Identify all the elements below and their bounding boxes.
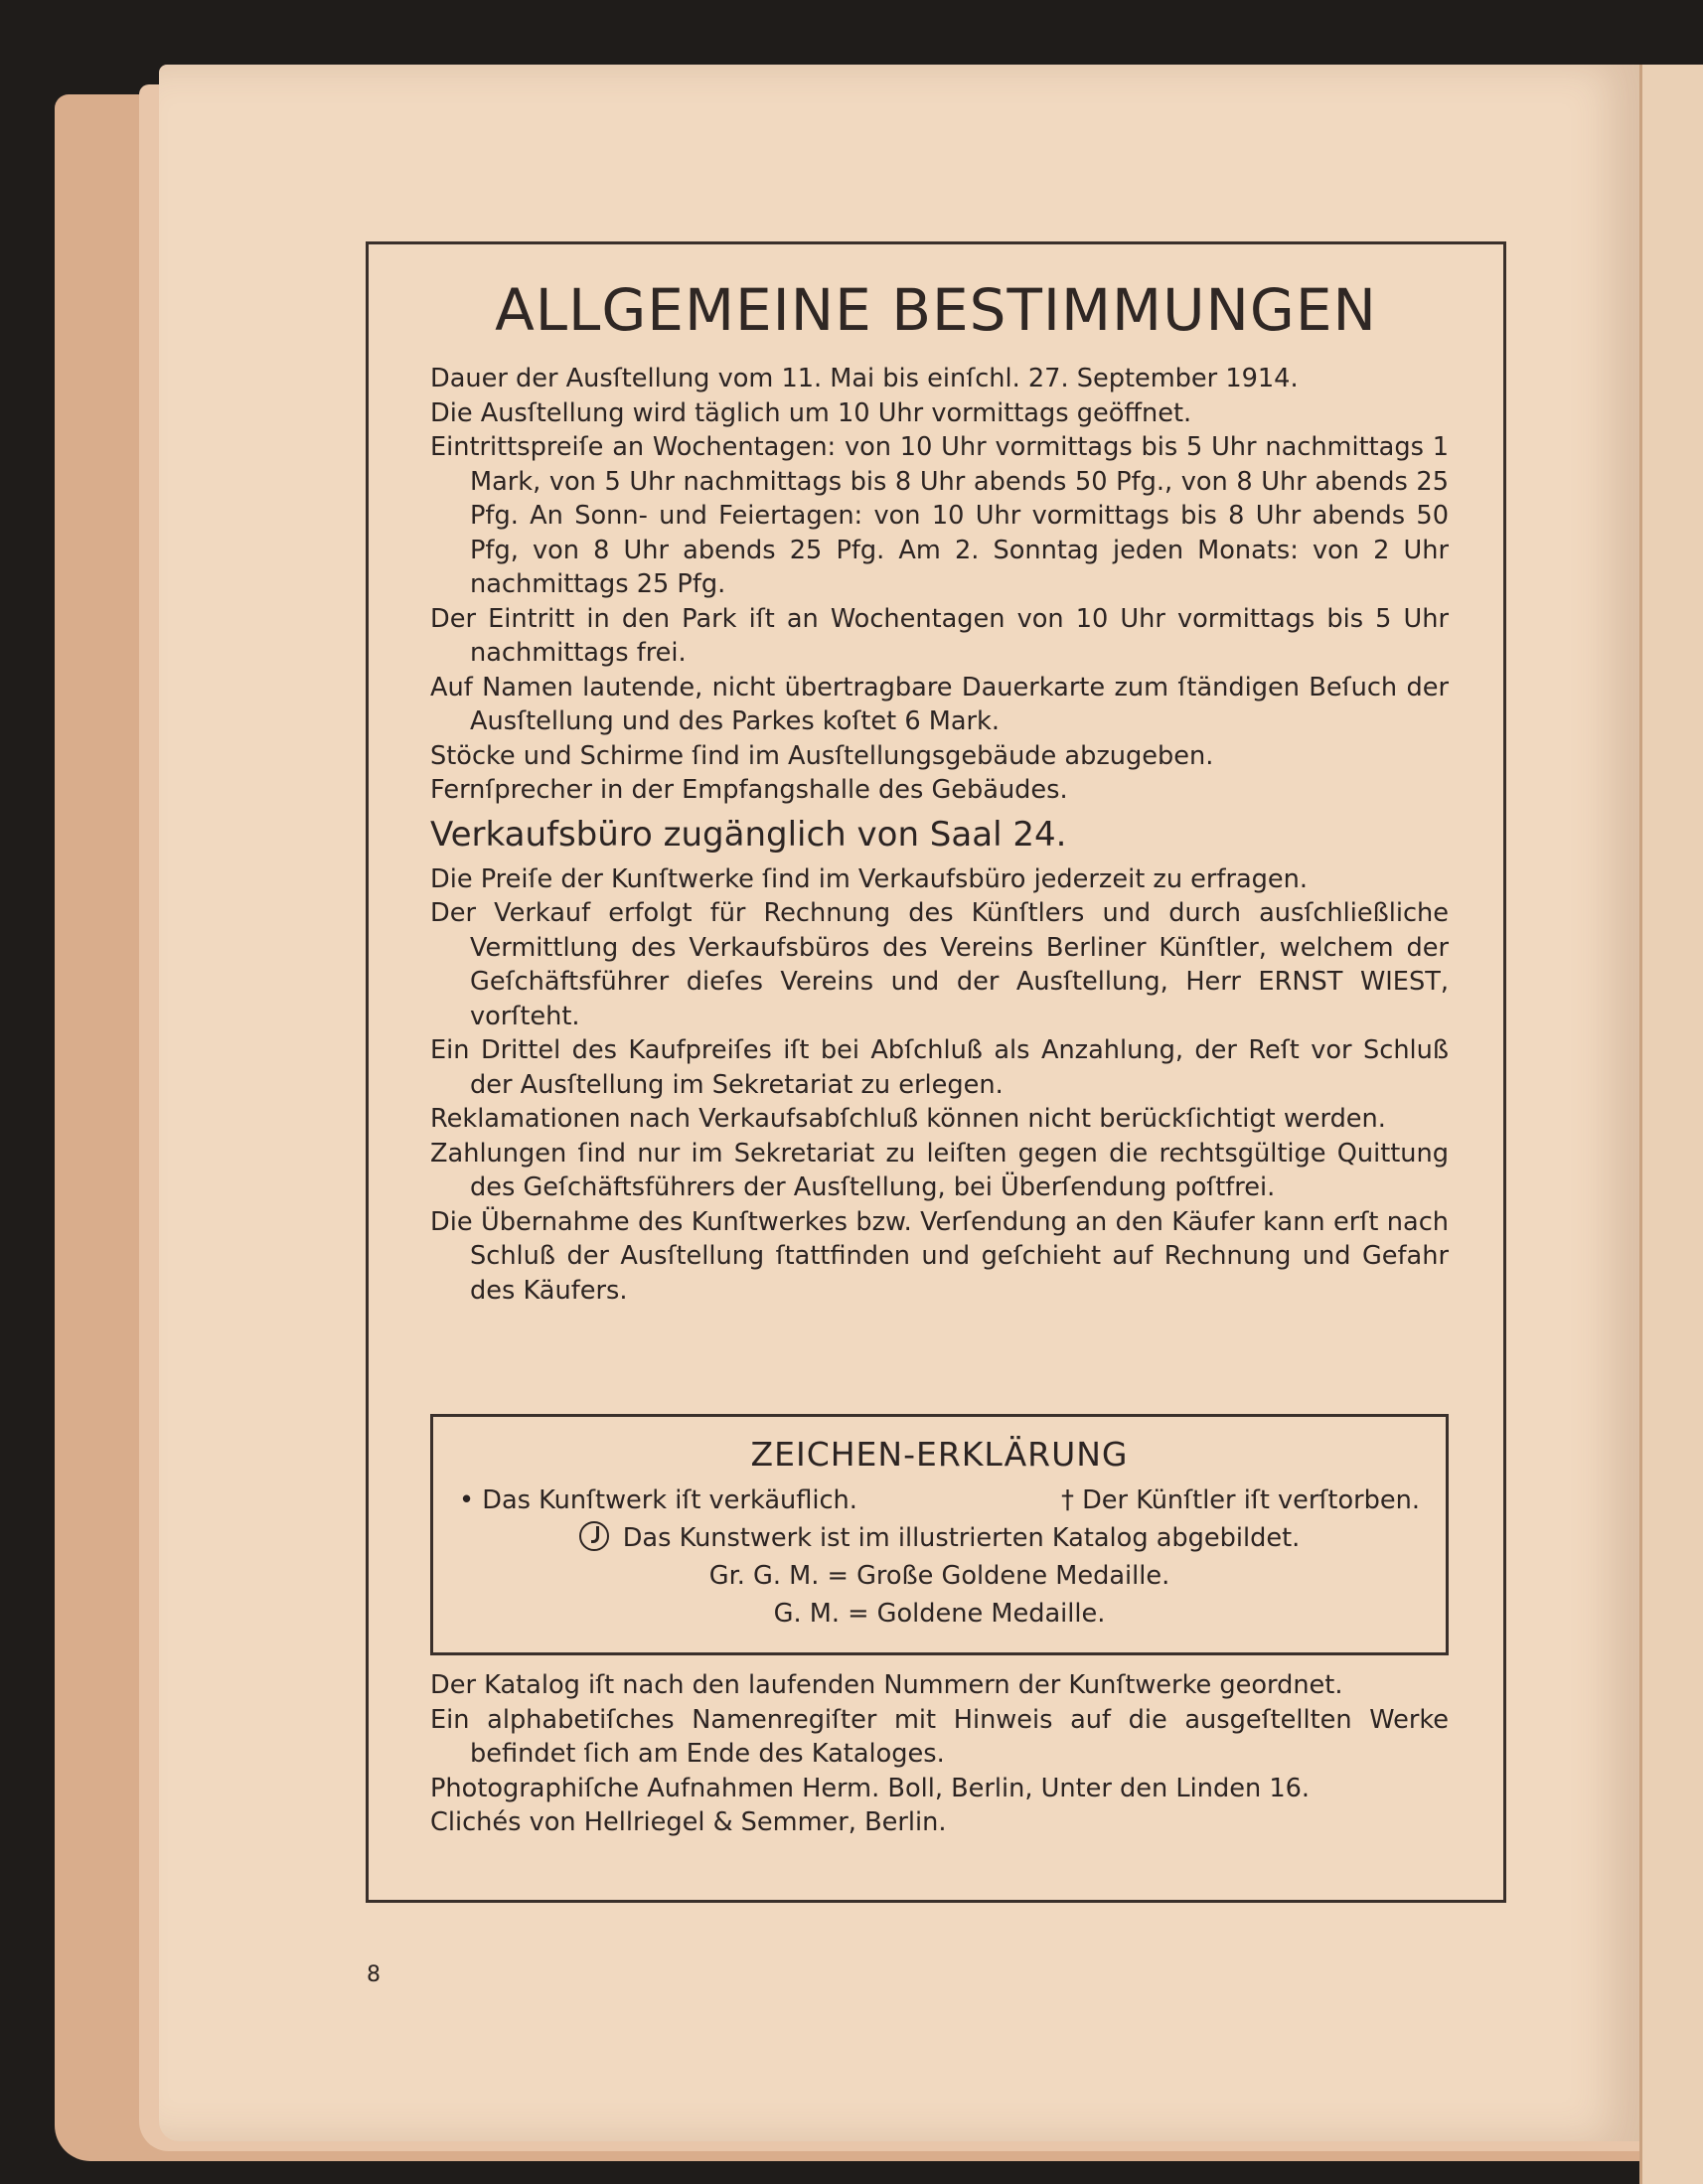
- rule-prices: Eintrittspreiſe an Wochentagen: von 10 Uhr vormittags bis 5 Uhr nachmittags 1 Mark, von 5 Uhr nachmittags bis 8 Uhr abends 50 Pfg., von 8 Uhr abends 25 Pfg. An Sonn- und Feiertagen: von 10 Uhr vormittags bis 8 Uhr abends 50 Pfg, von 8 Uhr abends 25 Pfg. Am 2. Sonntag jeden Monats: von 2 Uhr nachmittags 25 Pfg.: [430, 432, 1449, 599]
- legend-illustrated: Das Kunstwerk ist im illustrierten Katalog abgebildet.: [622, 1523, 1301, 1553]
- legend-box: [430, 1414, 1449, 1655]
- rule-season-ticket: Auf Namen lautende, nicht übertragbare Dauerkarte zum ſtändigen Beſuch der Ausſtellung und des Parkes koſtet 6 Mark.: [430, 672, 1449, 736]
- legend-row-illustrated: [433, 1519, 1446, 1557]
- sales-prices: Die Preiſe der Kunſtwerke ſind im Verkaufsbüro jederzeit zu erfragen.: [430, 863, 1309, 894]
- legend-gm: G. M. = Goldene Medaille.: [773, 1599, 1106, 1629]
- rule-opening: Die Ausſtellung wird täglich um 10 Uhr vormittags geöffnet.: [430, 397, 1192, 428]
- legend-title: ZEICHEN-ERKLÄRUNG: [750, 1435, 1129, 1474]
- sales-delivery: Die Übernahme des Kunſtwerkes bzw. Verſendung an den Käufer kann erſt nach Schluß der Ausſtellung ſtattfinden und geſchieht auf Rechnung und Gefahr des Käufers.: [430, 1206, 1449, 1306]
- note-photos: Photographiſche Aufnahmen Herm. Boll, Berlin, Unter den Linden 16.: [430, 1773, 1311, 1803]
- legend-gr-gm: Gr. G. M. = Große Goldene Medaille.: [708, 1561, 1170, 1591]
- sales-payments: Zahlungen ſind nur im Sekretariat zu leiſten gegen die rechtsgültige Quittung des Geſchäftsführers der Ausſtellung, bei Überſendung poſtfrei.: [430, 1138, 1449, 1202]
- note-cliches: Clichés von Hellriegel & Semmer, Berlin.: [430, 1807, 947, 1837]
- sales-deposit: Ein Drittel des Kaufpreiſes iſt bei Abſchluß als Anzahlung, der Reſt vor Schluß der Ausſtellung im Sekretariat zu erlegen.: [430, 1035, 1449, 1100]
- note-index: Ein alphabetiſches Namenregiſter mit Hinweis auf die ausgeſtellten Werke befindet ſich am Ende des Kataloges.: [430, 1704, 1449, 1769]
- sales-procedure: Der Verkauf erfolgt für Rechnung des Künſtlers und durch ausſchließliche Vermittlung des Verkaufsbüros des Vereins Berliner Künſtler, welchem der Geſchäftsführer dieſes Vereins und der Ausſtellung, Herr ERNST WIEST, vorſteht.: [430, 898, 1449, 1031]
- legend-deceased: † Der Künſtler iſt verſtorben.: [1061, 1485, 1420, 1515]
- page-title: ALLGEMEINE BESTIMMUNGEN: [495, 276, 1377, 344]
- catalog-notes: [430, 1668, 1449, 1840]
- note-order: Der Katalog iſt nach den laufenden Nummern der Kunſtwerke geordnet.: [430, 1670, 1343, 1700]
- rule-park: Der Eintritt in den Park iſt an Wochentagen von 10 Uhr vormittags bis 5 Uhr nachmittags frei.: [430, 603, 1449, 668]
- legend-row-symbols: [433, 1482, 1446, 1519]
- rule-telephone: Fernſprecher in der Empfangshalle des Gebäudes.: [430, 775, 1068, 805]
- catalog-icon: [579, 1521, 609, 1551]
- sales-complaints: Reklamationen nach Verkaufsabſchluß können nicht berückſichtigt werden.: [430, 1104, 1386, 1134]
- legend-for-sale: • Das Kunſtwerk iſt verkäuflich.: [459, 1485, 857, 1515]
- sales-heading: Verkaufsbüro zugänglich von Saal 24.: [430, 814, 1067, 855]
- general-rules: [430, 362, 1449, 1308]
- right-page-edge: [1639, 65, 1703, 2184]
- rule-cloakroom: Stöcke und Schirme ſind im Ausſtellungsgebäude abzugeben.: [430, 740, 1214, 771]
- page-number: 8: [367, 1962, 381, 1987]
- notice-frame: [366, 241, 1506, 1903]
- rule-duration: Dauer der Ausſtellung vom 11. Mai bis einſchl. 27. September 1914.: [430, 364, 1299, 393]
